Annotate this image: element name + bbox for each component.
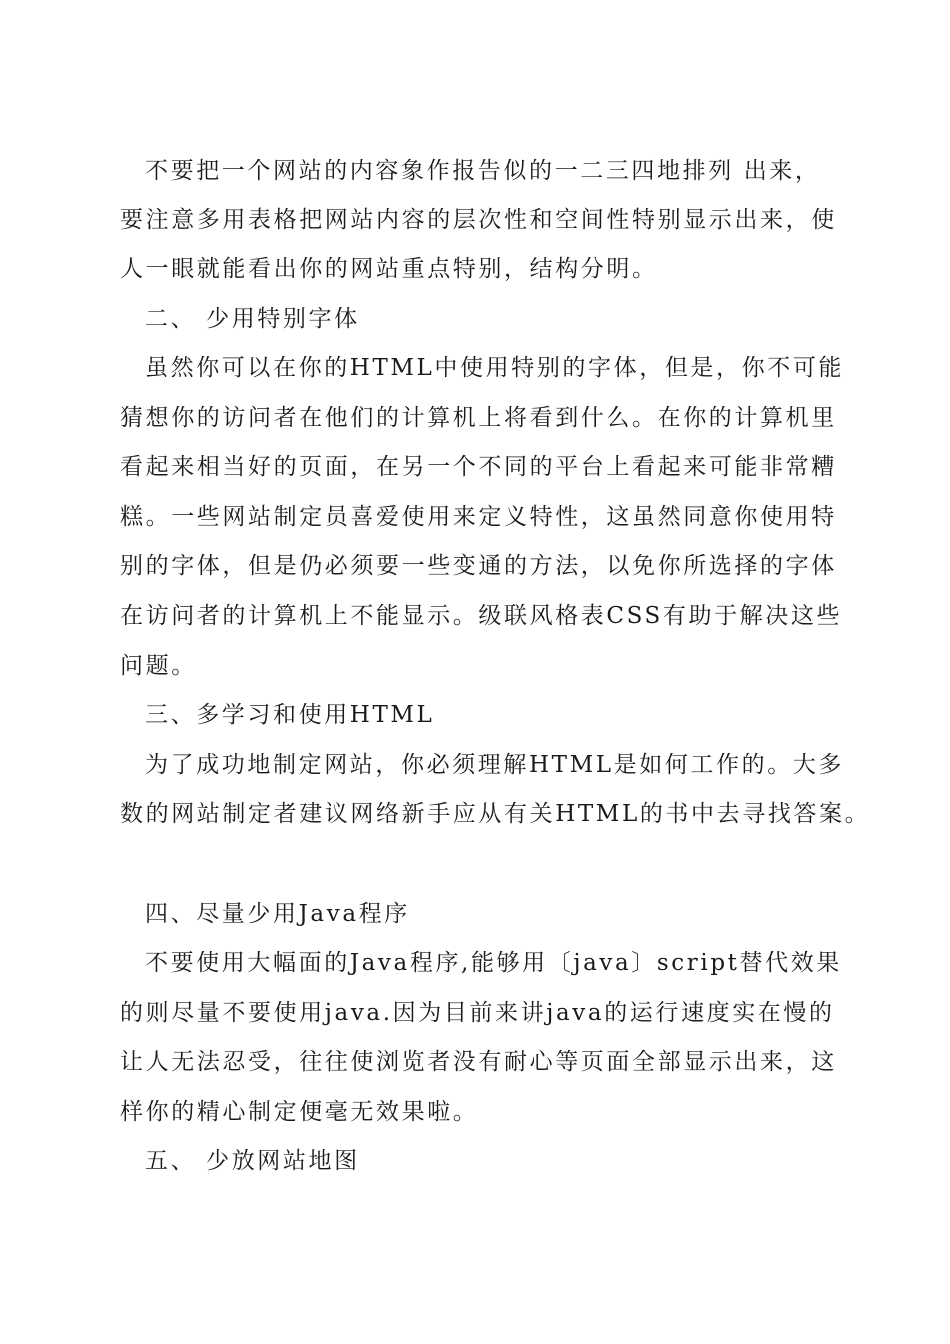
paragraph-line: 虽然你可以在你的HTML中使用特别的字体，但是，你不可能	[145, 355, 845, 381]
section-heading: 四、尽量少用Java程序	[145, 901, 410, 927]
paragraph-line: 的则尽量不要使用java.因为目前来讲java的运行速度实在慢的	[120, 1000, 835, 1026]
paragraph-line: 看起来相当好的页面，在另一个不同的平台上看起来可能非常糟	[120, 454, 837, 480]
paragraph-line: 别的字体，但是仍必须要一些变通的方法，以免你所选择的字体	[120, 553, 837, 579]
paragraph-line: 人一眼就能看出你的网站重点特别，结构分明。	[120, 256, 658, 282]
section-heading: 二、 少用特别字体	[145, 306, 360, 332]
section-heading: 五、 少放网站地图	[145, 1148, 360, 1174]
paragraph-line: 在访问者的计算机上不能显示。级联风格表CSS有助于解决这些	[120, 603, 843, 629]
paragraph-line: 样你的精心制定便毫无效果啦。	[120, 1099, 479, 1125]
paragraph-line: 数的网站制定者建议网络新手应从有关HTML的书中去寻找答案。	[120, 801, 871, 827]
section-heading: 三、多学习和使用HTML	[145, 702, 435, 728]
paragraph-line: 不要使用大幅面的Java程序,能够用〔java〕script替代效果	[145, 950, 842, 976]
paragraph-line: 问题。	[120, 653, 197, 679]
paragraph-line: 要注意多用表格把网站内容的层次性和空间性特别显示出来，使	[120, 207, 837, 233]
paragraph-line: 猜想你的访问者在他们的计算机上将看到什么。在你的计算机里	[120, 405, 837, 431]
paragraph-line: 为了成功地制定网站，你必须理解HTML是如何工作的。大多	[145, 752, 845, 778]
paragraph-line: 糕。一些网站制定员喜爱使用来定义特性，这虽然同意你使用特	[120, 504, 837, 530]
paragraph-line: 让人无法忍受，往往使浏览者没有耐心等页面全部显示出来，这	[120, 1049, 837, 1075]
paragraph-line: 不要把一个网站的内容象作报告似的一二三四地排列 出来，	[145, 158, 821, 184]
